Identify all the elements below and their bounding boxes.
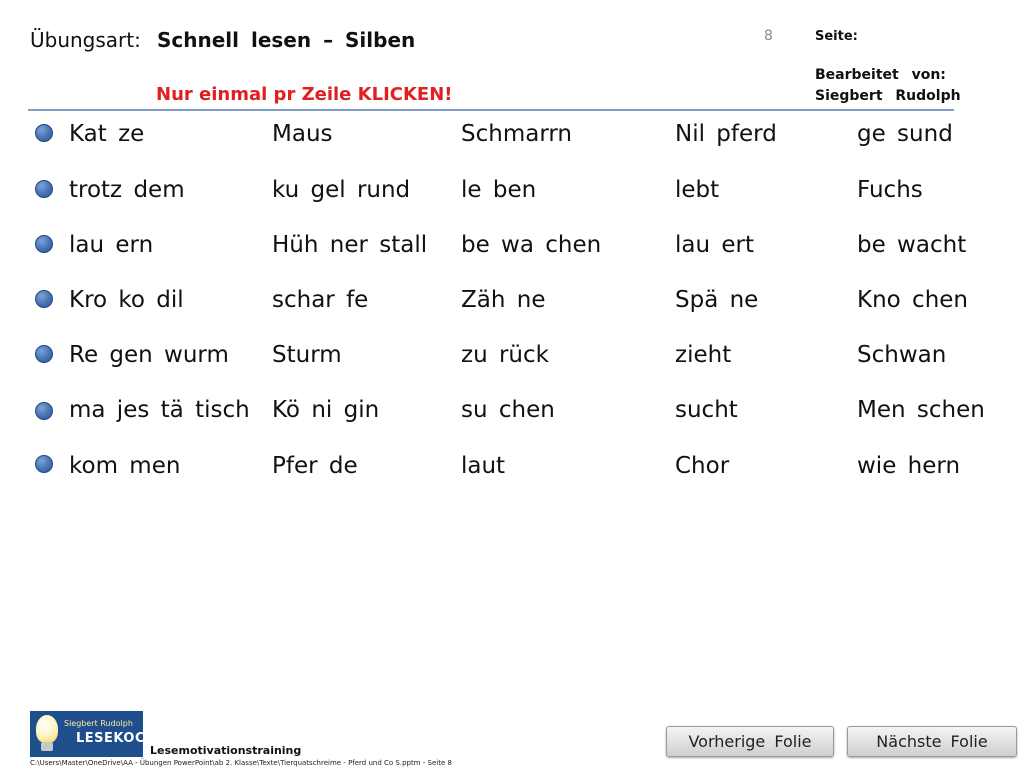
row-4-dot-icon[interactable] <box>35 290 53 308</box>
row-6-cell-5[interactable]: Men schen <box>857 397 985 423</box>
row-5-dot-icon[interactable] <box>35 345 53 363</box>
logo-author: Siegbert Rudolph <box>64 719 133 728</box>
logo-brand: LESEKOCH <box>76 731 157 746</box>
row-2-cell-5[interactable]: Fuchs <box>857 177 923 203</box>
row-3-cell-1[interactable]: lau ern <box>69 232 154 258</box>
row-1-cell-4[interactable]: Nil pferd <box>675 121 777 147</box>
row-1-dot-icon[interactable] <box>35 124 53 142</box>
row-3-cell-3[interactable]: be wa chen <box>461 232 602 258</box>
row-6-cell-4[interactable]: sucht <box>675 397 738 423</box>
edited-by-label: Bearbeitet von: <box>815 67 946 83</box>
row-2-cell-1[interactable]: trotz dem <box>69 177 185 203</box>
row-7-cell-2[interactable]: Pfer de <box>272 453 358 479</box>
row-7-cell-4[interactable]: Chor <box>675 453 730 479</box>
row-7-dot-icon[interactable] <box>35 455 53 473</box>
page-number: 8 <box>764 28 773 44</box>
row-1-cell-3[interactable]: Schmarrn <box>461 121 573 147</box>
row-7-cell-3[interactable]: laut <box>461 453 506 479</box>
row-2-dot-icon[interactable] <box>35 180 53 198</box>
page-label: Seite: <box>815 29 858 44</box>
row-6-cell-3[interactable]: su chen <box>461 397 555 423</box>
row-2-cell-4[interactable]: lebt <box>675 177 720 203</box>
row-4-cell-2[interactable]: schar fe <box>272 287 369 313</box>
exercise-type-label: Übungsart: <box>30 28 141 52</box>
row-6-dot-icon[interactable] <box>35 402 53 420</box>
row-6-cell-1[interactable]: ma jes tä tisch <box>69 397 250 423</box>
row-4-cell-1[interactable]: Kro ko dil <box>69 287 184 313</box>
row-5-cell-5[interactable]: Schwan <box>857 342 947 368</box>
row-4-cell-3[interactable]: Zäh ne <box>461 287 546 313</box>
instruction-text: Nur einmal pr Zeile KLICKEN! <box>156 84 453 105</box>
row-5-cell-4[interactable]: zieht <box>675 342 732 368</box>
footer-title: Lesemotivationstraining <box>150 744 302 757</box>
exercise-type-value: Schnell lesen – Silben <box>157 28 416 52</box>
lesekoch-logo <box>30 711 157 757</box>
previous-slide-button[interactable]: Vorherige Folie <box>666 726 834 757</box>
row-3-cell-2[interactable]: Hüh ner stall <box>272 232 428 258</box>
row-2-cell-2[interactable]: ku gel rund <box>272 177 411 203</box>
row-4-cell-4[interactable]: Spä ne <box>675 287 759 313</box>
row-6-cell-2[interactable]: Kö ni gin <box>272 397 380 423</box>
header-divider <box>28 109 954 111</box>
edited-by-name: Siegbert Rudolph <box>815 88 961 104</box>
row-3-cell-5[interactable]: be wacht <box>857 232 967 258</box>
lightbulb-icon <box>36 715 58 743</box>
row-5-cell-3[interactable]: zu rück <box>461 342 549 368</box>
row-3-cell-4[interactable]: lau ert <box>675 232 754 258</box>
row-3-dot-icon[interactable] <box>35 235 53 253</box>
row-1-cell-2[interactable]: Maus <box>272 121 333 147</box>
row-7-cell-5[interactable]: wie hern <box>857 453 961 479</box>
footer-file-path: C:\Users\Master\OneDrive\AA - Übungen PowerPoint\ab 2. Klasse\Texte\Tierquatschreime - Pferd und Co S.pptm - Seite 8 <box>30 759 452 767</box>
row-2-cell-3[interactable]: le ben <box>461 177 537 203</box>
row-1-cell-1[interactable]: Kat ze <box>69 121 145 147</box>
row-1-cell-5[interactable]: ge sund <box>857 121 953 147</box>
next-slide-button[interactable]: Nächste Folie <box>847 726 1017 757</box>
row-7-cell-1[interactable]: kom men <box>69 453 181 479</box>
row-5-cell-1[interactable]: Re gen wurm <box>69 342 229 368</box>
row-4-cell-5[interactable]: Kno chen <box>857 287 968 313</box>
row-5-cell-2[interactable]: Sturm <box>272 342 342 368</box>
lightbulb-base <box>41 742 53 751</box>
